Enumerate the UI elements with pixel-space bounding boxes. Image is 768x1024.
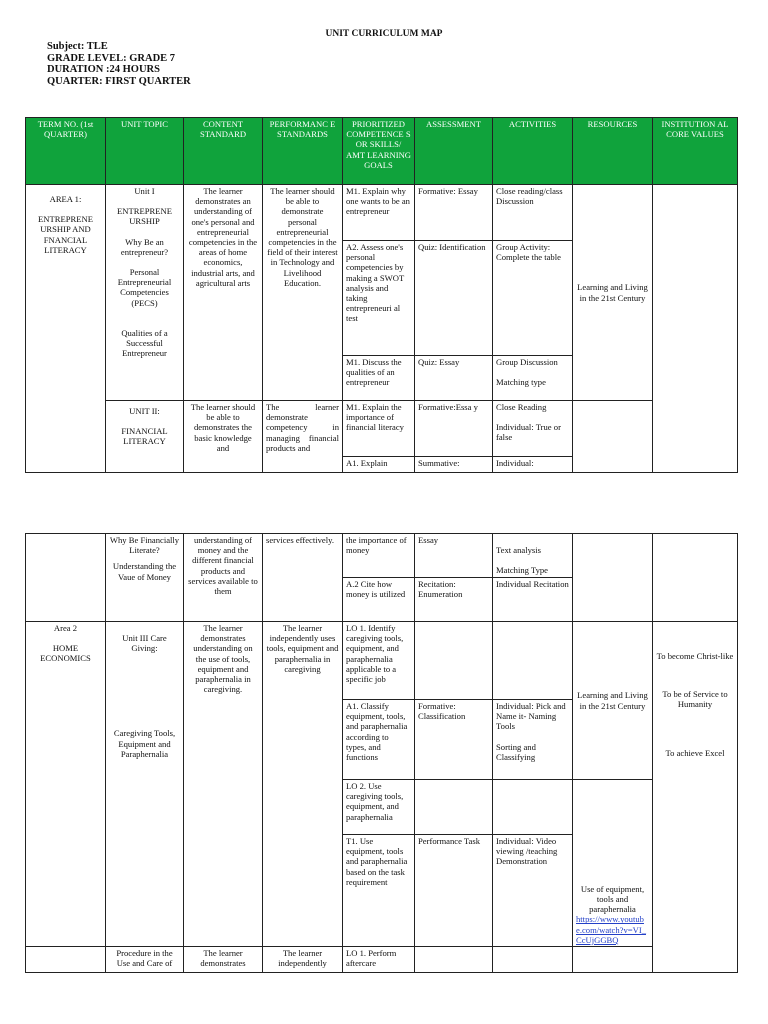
performance-standard-3: The learner independently uses tools, equipment and paraphernalia in caregiving <box>263 622 343 947</box>
competence2-a1: A1. Explain <box>343 457 415 473</box>
header-resources: RESOURCES <box>573 118 653 185</box>
competence-a2: A2. Assess one's personal competencies by making a SWOT analysis and taking entrepreneuri al test <box>343 241 415 356</box>
competence-lo1: LO 1. Identify caregiving tools, equipment, and paraphernalia applicable to a specific job <box>343 622 415 700</box>
competence-lo1-aftercare: LO 1. Perform aftercare <box>343 947 415 973</box>
unit1-question: Why Be an entrepreneur? <box>120 236 169 257</box>
competence-a1-classify: A1. Classify equipment, tools, and paraphernalia according to types, and functions <box>343 700 415 780</box>
assessment-recitation: Recitation: Enumeration <box>415 578 493 622</box>
content-standard-3: The learner demonstrates understanding on the use of tools, equipment and paraphernalia in caregiving. <box>184 622 263 947</box>
performance-standard-1: The learner should be able to demonstrate personal entrepreneurial competencies in the field of their interest in Technology and Livelihood Education. <box>263 185 343 401</box>
resource-1-text: Learning and Living in the 21st Century <box>577 282 648 303</box>
activity-recitation: Individual Recitation <box>493 578 573 622</box>
unit2-name: FINANCIAL LITERACY <box>121 426 168 447</box>
competence-m1: M1. Explain why one wants to be an entrepreneur <box>343 185 415 241</box>
core-value-christ-like: To become Christ-like <box>656 651 734 661</box>
assessment-empty-lo2 <box>415 780 493 835</box>
unit1-name: ENTREPRENE URSHIP <box>117 206 172 227</box>
header-content-standard: CONTENT STANDARD <box>184 118 263 185</box>
resource-3 <box>573 780 653 947</box>
assessment-m1: Formative: Essay <box>415 185 493 241</box>
activity-empty-last <box>493 947 573 973</box>
competence-lo2: LO 2. Use caregiving tools, equipment, and paraphernalia <box>343 780 415 835</box>
activity-pick-and-name <box>493 700 573 780</box>
content-standard-2: The learner should be able to demonstrates the basic knowledge and <box>184 401 263 473</box>
area-empty-cell <box>26 534 106 622</box>
assessment-m1b: Quiz: Essay <box>415 356 493 401</box>
unit3-procedure: Procedure in the Use and Care of <box>106 947 184 973</box>
core-values-cell <box>653 622 738 973</box>
assessment-a2: Quiz: Identification <box>415 241 493 356</box>
area2-label: Area 2 <box>53 623 78 633</box>
unit1-cell <box>106 185 184 401</box>
core-values-empty-2 <box>653 534 738 622</box>
header-term: TERM NO. (1st QUARTER) <box>26 118 106 185</box>
duration-line: DURATION :24 HOURS <box>47 64 160 75</box>
activity-empty-lo1 <box>493 622 573 700</box>
core-value-service: To be of Service to Humanity <box>662 689 728 710</box>
assessment-empty-last <box>415 947 493 973</box>
content-standard-4: The learner demonstrates <box>184 947 263 973</box>
assessment-classification: Formative: Classification <box>415 700 493 780</box>
assessment-performance-task: Performance Task <box>415 835 493 947</box>
unit2-value: Understanding the Vaue of Money <box>112 561 177 582</box>
unit2-question: Why Be Financially Literate? <box>109 535 180 556</box>
activity2-true-false: Individual: True or false <box>496 422 561 443</box>
unit2-continued <box>106 534 184 622</box>
resource-2-text: Learning and Living in the 21st Century <box>577 690 648 711</box>
curriculum-table-page-1 <box>25 117 738 473</box>
core-value-excel: To achieve Excel <box>665 747 725 758</box>
unit1-pecs: Personal Entrepreneurial Competencies (PECS) <box>117 267 172 308</box>
area2-cell <box>26 622 106 947</box>
activity-m1: Close reading/class Discussion <box>493 185 573 241</box>
resource-3-text: Use of equipment, tools and paraphernalia <box>580 883 645 915</box>
activity2-m1 <box>493 401 573 457</box>
table-row <box>26 622 738 700</box>
unit1-label: Unit I <box>134 186 155 196</box>
table-row <box>26 947 738 973</box>
header-row <box>26 118 738 185</box>
activity-matching-type: Matching Type <box>496 565 548 576</box>
content-standard-1: The learner demonstrates an understanding of one's personal and entrepreneurial competencies in the areas of home economics, industrial arts, and agricultural arts <box>184 185 263 401</box>
performance-standard-2: The learner demonstrate competency in managing financial products and <box>263 401 343 473</box>
competence-m1b: M1. Discuss the qualities of an entrepreneur <box>343 356 415 401</box>
header-competence: PRIORITIZED COMPETENCE S OR SKILLS/ AMT LEARNING GOALS <box>343 118 415 185</box>
content-standard-2-cont: understanding of money and the different financial products and services available to them <box>184 534 263 622</box>
activity-m1b <box>493 356 573 401</box>
unit3-label: Unit III Care Giving: <box>122 633 167 654</box>
competence2-m1: M1. Explain the importance of financial literacy <box>343 401 415 457</box>
core-values-empty-1 <box>653 185 738 473</box>
activity-text-analysis: Text analysis <box>496 545 541 555</box>
quarter-line: QUARTER: FIRST QUARTER <box>47 75 191 87</box>
activity-cont <box>493 534 573 578</box>
area1-name: ENTREPRENE URSHIP AND FNANCIAL LITERACY <box>38 214 93 255</box>
table-row <box>26 401 738 457</box>
resource-2 <box>573 622 653 780</box>
header-activities: ACTIVITIES <box>493 118 573 185</box>
assessment-cont: Essay <box>415 534 493 578</box>
assessment2-a1: Summative: <box>415 457 493 473</box>
unit3-tools: Caregiving Tools, Equipment and Paraphernalia <box>113 728 176 759</box>
activity2-a1: Individual: <box>493 457 573 473</box>
header-performance-standards: PERFORMANC E STANDARDS <box>263 118 343 185</box>
header-unit-topic: UNIT TOPIC <box>106 118 184 185</box>
competence-t1: T1. Use equipment, tools and paraphernalia based on the task requirement <box>343 835 415 947</box>
area-empty-cell-2 <box>26 947 106 973</box>
resource-1 <box>573 185 653 401</box>
subject-line: Subject: TLE <box>47 41 108 52</box>
unit3-cell <box>106 622 184 947</box>
header-assessment: ASSESSMENT <box>415 118 493 185</box>
table-row <box>26 534 738 578</box>
assessment2-m1: Formative:Essa y <box>415 401 493 457</box>
curriculum-table-page-2 <box>25 533 738 973</box>
competence-cont: the importance of money <box>343 534 415 578</box>
unit2-label: UNIT II: <box>129 406 160 416</box>
grade-line: GRADE LEVEL: GRADE 7 <box>47 52 176 64</box>
area2-name: HOME ECONOMICS <box>40 643 91 664</box>
area1-cell <box>26 185 106 473</box>
activity-m1b-matching: Matching type <box>496 377 546 388</box>
area1-label: AREA 1: <box>49 194 82 204</box>
activity-m1b-group: Group Discussion <box>496 357 558 367</box>
activity-sorting: Sorting and Classifying <box>496 741 536 762</box>
unit1-qualities: Qualities of a Successful Entrepreneur <box>121 327 168 359</box>
assessment-empty-lo1 <box>415 622 493 700</box>
resource-empty-last <box>573 947 653 973</box>
competence-a2-money: A.2 Cite how money is utilized <box>343 578 415 622</box>
resource-3-link[interactable]: https://www.youtube.com/watch?v=VI_CcUjGGBQ <box>576 914 646 945</box>
resource-empty-2 <box>573 401 653 473</box>
performance-standard-2-cont: services effectively. <box>263 534 343 622</box>
document-meta <box>47 41 191 87</box>
activity-a2: Group Activity: Complete the table <box>493 241 573 356</box>
activity-empty-lo2 <box>493 780 573 835</box>
table-row <box>26 185 738 241</box>
document-title: UNIT CURRICULUM MAP <box>325 29 443 39</box>
activity-naming-tools: Individual: Pick and Name it- Naming Tools <box>496 701 566 732</box>
unit2-cell <box>106 401 184 473</box>
activity2-close-reading: Close Reading <box>496 402 547 412</box>
activity-video-viewing: Individual: Video viewing /teaching Demonstration <box>493 835 573 947</box>
performance-standard-4: The learner independently <box>263 947 343 973</box>
header-core-values: INSTITUTION AL CORE VALUES <box>653 118 738 185</box>
resource-empty-3 <box>573 534 653 622</box>
